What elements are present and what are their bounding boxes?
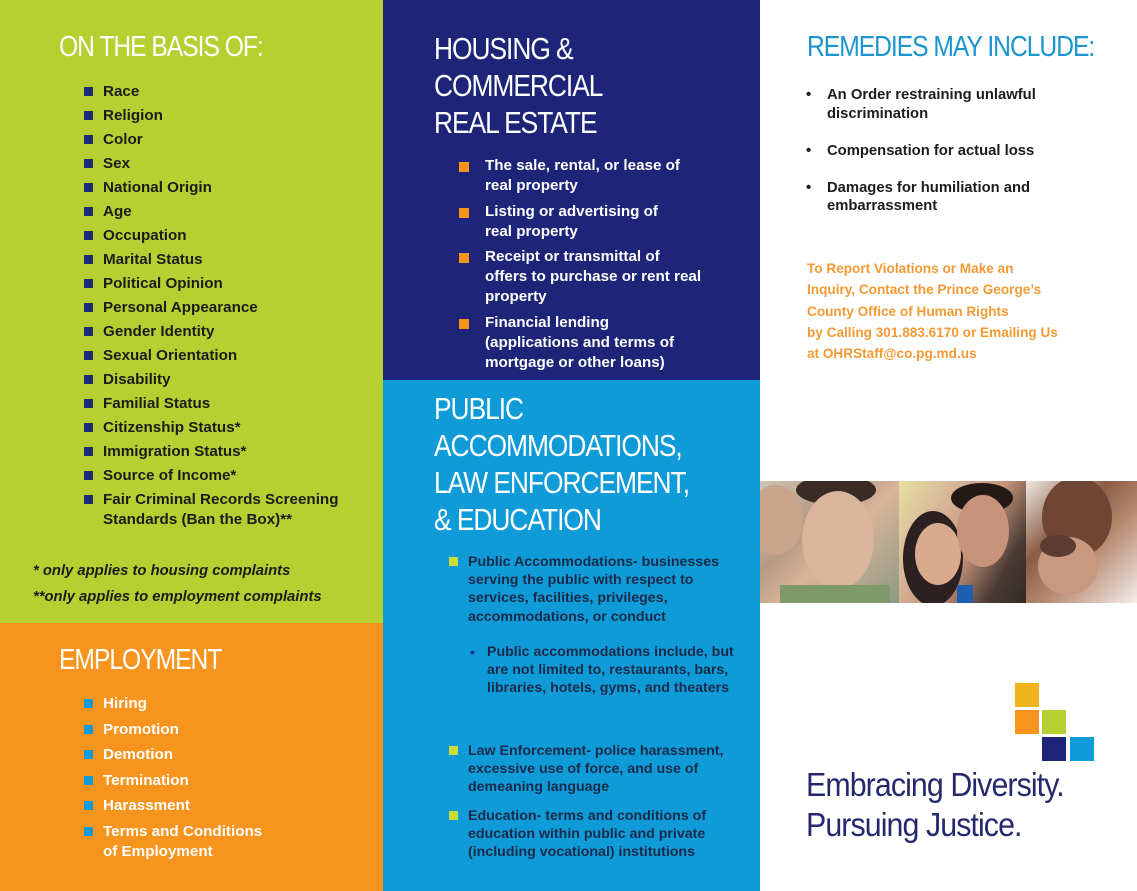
square-bullet-icon (84, 399, 93, 408)
remedies-panel (760, 0, 1137, 891)
employment-list (84, 694, 324, 867)
employment-panel (0, 623, 383, 891)
square-bullet-icon (84, 111, 93, 120)
list-item: Financial lending (applications and terms of mortgage or other loans) (459, 313, 704, 373)
dot-bullet-icon: • (470, 644, 475, 660)
housing-list (459, 156, 709, 378)
tagline: Embracing Diversity. Pursuing Justice. (806, 766, 1064, 843)
square-bullet-icon (459, 319, 469, 329)
square-bullet-icon (84, 279, 93, 288)
list-item: Listing or advertising of real property (459, 202, 679, 242)
square-bullet-icon (84, 801, 93, 810)
sub-list-item: • Public accommodations include, but are not limited to, restaurants, bars, libraries, hotels, gyms, and theaters (470, 644, 734, 697)
square-bullet-icon (84, 699, 93, 708)
list-item: Terms and Conditions of Employment (84, 822, 274, 862)
logo-squares-icon (1015, 683, 1095, 763)
list-item: Harassment (84, 796, 324, 816)
public-accommodations-panel (383, 380, 760, 891)
dot-bullet-icon: • (806, 179, 812, 196)
photo-strip (760, 481, 1137, 603)
square-bullet-icon (449, 811, 458, 820)
list-item: Immigration Status* (84, 442, 344, 462)
remedies-heading: REMEDIES MAY INCLUDE: (807, 31, 1095, 63)
list-item: Demotion (84, 745, 324, 765)
square-bullet-icon (84, 207, 93, 216)
square-bullet-icon (84, 471, 93, 480)
list-item: Marital Status (84, 250, 344, 270)
square-bullet-icon (84, 375, 93, 384)
employment-heading: EMPLOYMENT (59, 644, 222, 676)
square-bullet-icon (84, 447, 93, 456)
square-bullet-icon (84, 303, 93, 312)
square-bullet-icon (84, 725, 93, 734)
list-item: Religion (84, 106, 344, 126)
list-item: Sexual Orientation (84, 346, 344, 366)
list-item: National Origin (84, 178, 344, 198)
list-item: Gender Identity (84, 322, 344, 342)
list-item: Source of Income* (84, 466, 344, 486)
basis-heading: ON THE BASIS OF: (59, 31, 263, 63)
list-item: Age (84, 202, 344, 222)
public-heading: PUBLIC ACCOMMODATIONS, LAW ENFORCEMENT, & EDUCATION (434, 391, 690, 537)
square-bullet-icon (459, 253, 469, 263)
list-item: The sale, rental, or lease of real property (459, 156, 709, 196)
dot-bullet-icon: • (806, 142, 812, 159)
square-bullet-icon (84, 495, 93, 504)
square-bullet-icon (84, 327, 93, 336)
square-bullet-icon (449, 557, 458, 566)
contact-info: To Report Violations or Make an Inquiry, Contact the Prince George’s County Office of Human Rights by Calling 301.883.6170 or Emailing Us at OHRStaff@co.pg.md.us (807, 258, 1107, 364)
list-item: Education- terms and conditions of education within public and private (including vocational) institutions (449, 807, 724, 862)
photo-mother-and-baby (1026, 481, 1137, 603)
square-bullet-icon (459, 162, 469, 172)
square-bullet-icon (459, 208, 469, 218)
list-item: Termination (84, 771, 324, 791)
square-bullet-icon (84, 135, 93, 144)
photo-young-man (760, 481, 899, 603)
square-bullet-icon (84, 351, 93, 360)
list-item: Hiring (84, 694, 324, 714)
list-item: Personal Appearance (84, 298, 344, 318)
housing-footnote: * only applies to housing complaints (33, 563, 291, 579)
list-item: • Compensation for actual loss (806, 142, 1035, 159)
list-item: Political Opinion (84, 274, 344, 294)
list-item: Color (84, 130, 344, 150)
square-bullet-icon (84, 231, 93, 240)
list-item: Disability (84, 370, 344, 390)
square-bullet-icon (84, 183, 93, 192)
photo-smiling-couple (899, 481, 1026, 603)
square-bullet-icon (84, 776, 93, 785)
employment-footnote: **only applies to employment complaints (33, 589, 322, 605)
list-item: Public Accommodations- businesses serving the public with respect to services, facilities, privileges, accommodations, or conduct (449, 553, 739, 626)
phone-number-line: by Calling 301.883.6170 or Emailing Us (807, 324, 1058, 340)
square-bullet-icon (84, 750, 93, 759)
basis-panel (0, 0, 383, 623)
square-bullet-icon (84, 87, 93, 96)
list-item: Receipt or transmittal of offers to purchase or rent real property (459, 247, 704, 307)
housing-panel (383, 0, 760, 380)
square-bullet-icon (84, 159, 93, 168)
list-item: Race (84, 82, 344, 102)
square-bullet-icon (449, 746, 458, 755)
list-item: Citizenship Status* (84, 418, 344, 438)
list-item: Familial Status (84, 394, 344, 414)
list-item: Sex (84, 154, 344, 174)
list-item: Promotion (84, 720, 324, 740)
square-bullet-icon (84, 827, 93, 836)
housing-heading: HOUSING & COMMERCIAL REAL ESTATE (434, 31, 603, 140)
list-item: Occupation (84, 226, 344, 246)
square-bullet-icon (84, 423, 93, 432)
dot-bullet-icon: • (806, 87, 812, 103)
square-bullet-icon (84, 255, 93, 264)
list-item: Law Enforcement- police harassment, excessive use of force, and use of demeaning language (449, 742, 749, 797)
basis-list (84, 82, 344, 534)
list-item: Fair Criminal Records Screening Standards (Ban the Box)** (84, 490, 344, 529)
list-item: • An Order restraining unlawful discrimination (806, 87, 1036, 122)
remedies-list (806, 86, 1076, 234)
list-item: • Damages for humiliation and embarrassment (806, 179, 1031, 214)
email-line: at OHRStaff@co.pg.md.us (807, 346, 977, 362)
